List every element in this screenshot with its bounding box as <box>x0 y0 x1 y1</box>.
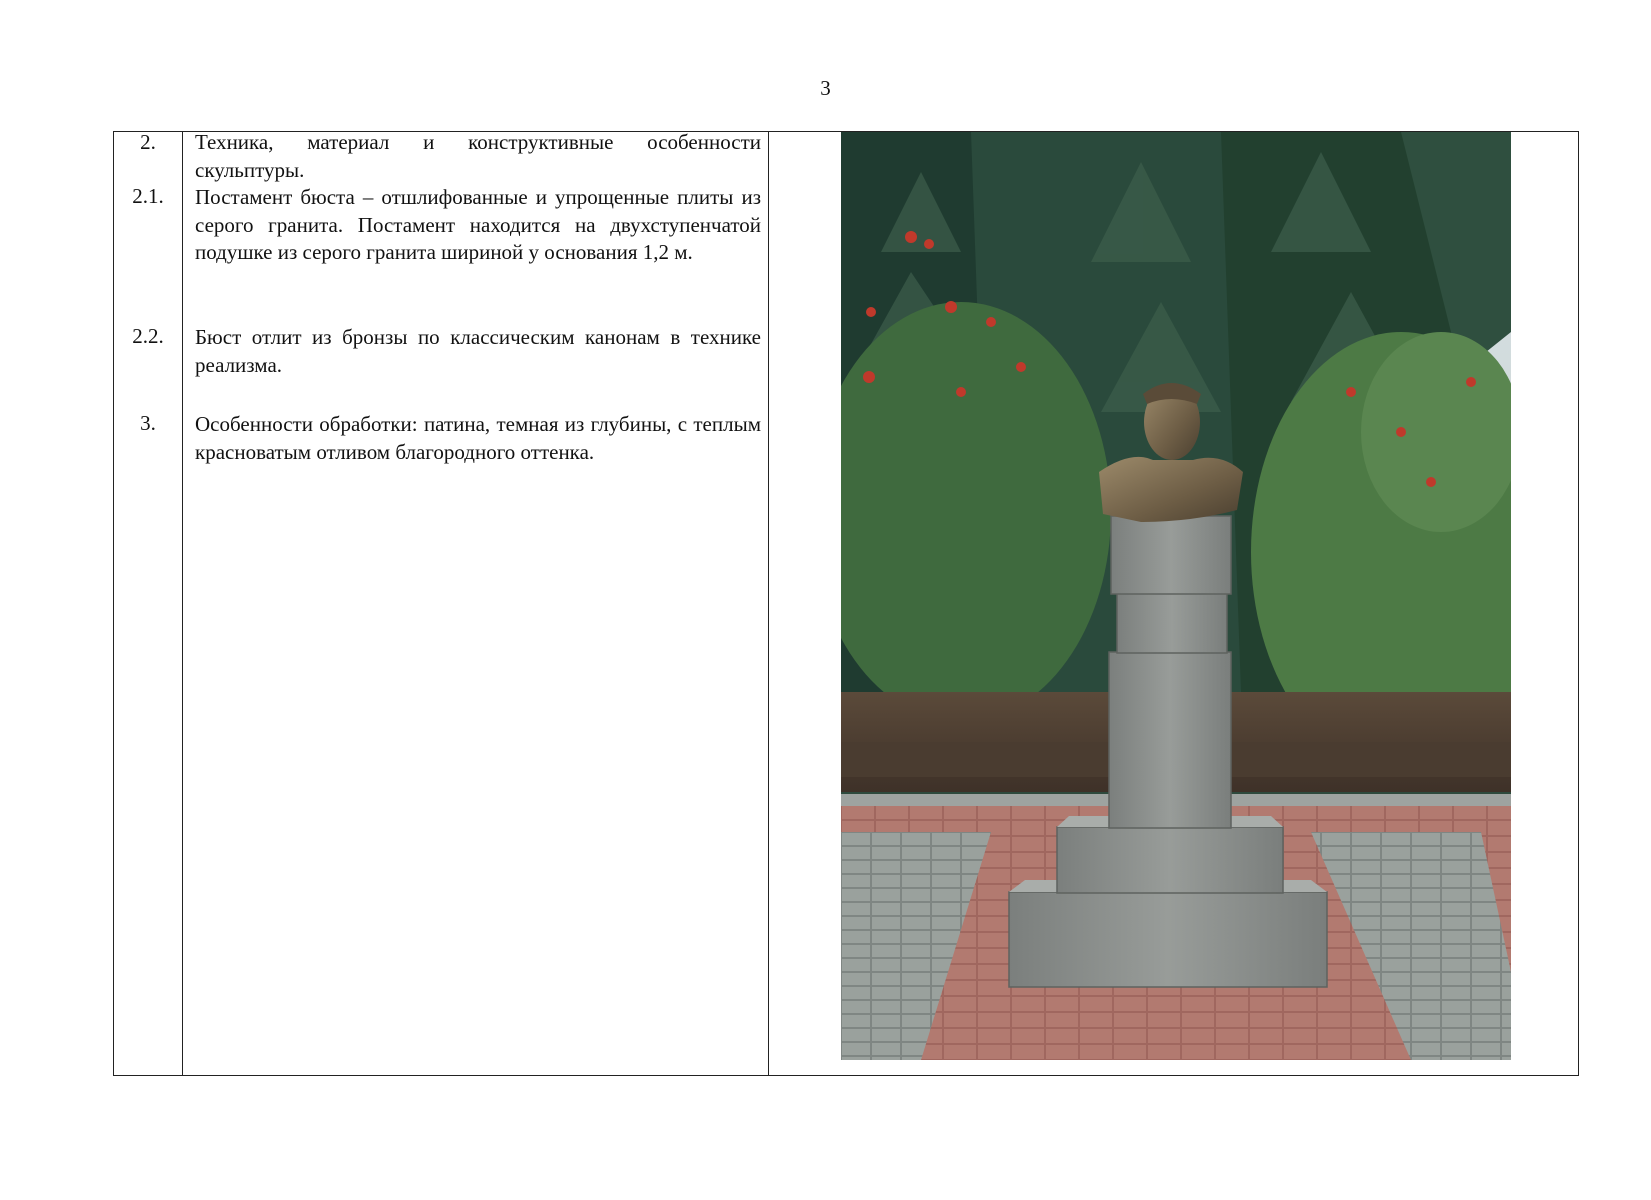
item-text: Техника, материал и конструктивные особенности скульптуры. <box>195 130 761 182</box>
item-text: Постамент бюста – отшлифованные и упрощенные плиты из серого гранита. Постамент находится на двухступенчатой подушке из серого гранита шириной у основания 1,2 м. <box>195 185 761 264</box>
item-number: 2.1. <box>132 184 164 208</box>
bust-monument-photo <box>841 132 1511 1060</box>
item-number: 2. <box>140 130 156 154</box>
item-text: Бюст отлит из бронзы по классическим канонам в технике реализма. <box>195 325 761 377</box>
photo-illustration <box>841 132 1511 1060</box>
column-divider <box>768 132 769 1075</box>
page-number: 3 <box>820 76 831 100</box>
item-text: Особенности обработки: патина, темная из глубины, с теплым красноватым отливом благородного оттенка. <box>195 412 761 464</box>
item-number: 3. <box>140 411 156 435</box>
column-divider <box>182 132 183 1075</box>
item-number: 2.2. <box>132 324 164 348</box>
description-table <box>113 131 1579 1076</box>
